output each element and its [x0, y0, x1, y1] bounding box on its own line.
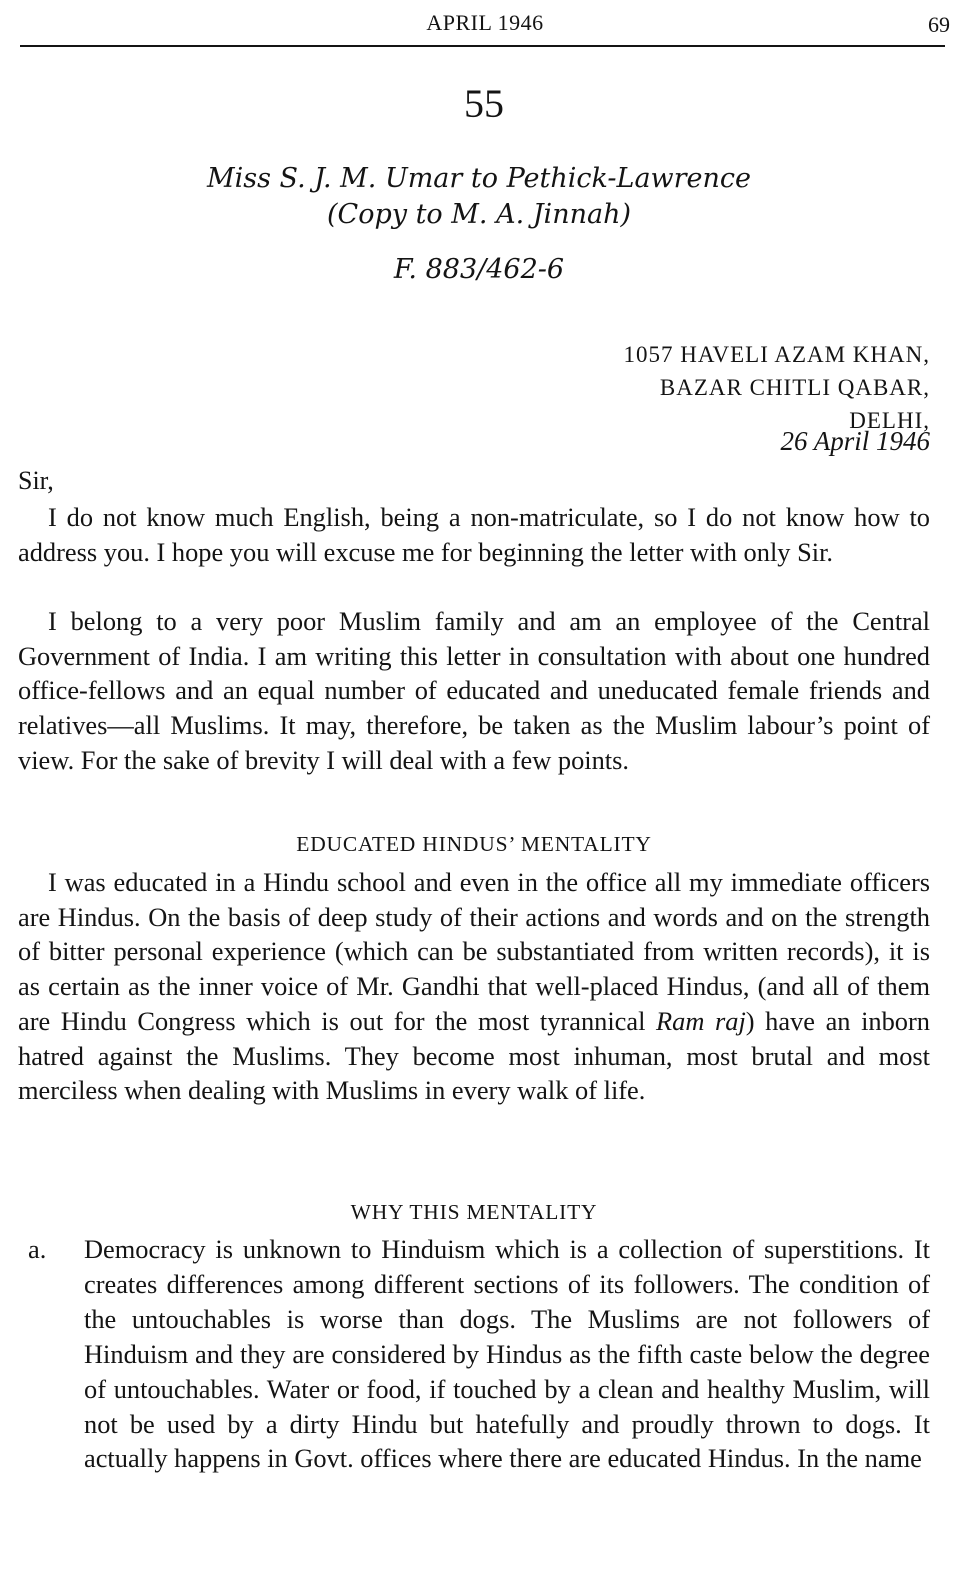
paragraph-3-italic: Ram raj	[656, 1005, 746, 1036]
paragraph-1: I do not know much English, being a non-matriculate, so I do not know how to address you. I hope you will excuse me for beginning the letter with only Sir.	[18, 502, 930, 567]
paragraph-2: I belong to a very poor Muslim family and am an employee of the Central Government of India. I am writing this letter in consultation with about one hundred office-fellows and an equal number of educated and uneducated female friends and relatives—all Muslims. It may, therefore, be taken as the Muslim labour’s point of view. For the sake of brevity I will deal with a few points.	[18, 606, 930, 775]
address-line1: 1057 HAVELI AZAM KHAN,	[623, 342, 930, 367]
document-reference: F. 883/462-6	[393, 254, 565, 285]
address-line2: BAZAR CHITLI QABAR,	[659, 375, 930, 400]
address-line3: DELHI,	[849, 408, 930, 433]
document-title-line2: (Copy to M. A. Jinnah)	[327, 199, 631, 230]
page-number: 69	[928, 12, 950, 37]
document-title-line1: Miss S. J. M. Umar to Pethick-Lawrence	[206, 163, 752, 194]
list-item-text: Democracy is unknown to Hinduism which is a collection of superstitions. It creates differences among different sections of its followers. The condition of the untouchables is worse than dogs. The Muslims are not followers of Hinduism and they are considered by Hindus as the fifth caste below the degree of untouchables. Water or food, if touched by a clean and healthy Muslim, will not be used by a dirty Hindu but hatefully and proudly thrown to dogs. It actually happens in Govt. offices where there are educated Hindus. In the name	[84, 1234, 930, 1474]
page-header	[20, 6, 950, 44]
paragraph-3-text: I was educated in a Hindu school and even in the office all my immediate officers are Hindus. On the basis of deep study of their actions and words and on the strength of bitter personal experience (which can be substantiated from written records), it is as certain as the inner voice of Mr. Gandhi that well-placed Hindus, (and all of them are Hindu Congress which is out for the most tyrannical	[18, 867, 930, 1036]
list-marker: a.	[28, 1234, 47, 1264]
running-title: APRIL 1946	[426, 10, 544, 35]
header-rule	[20, 45, 945, 47]
section-heading-why: WHY THIS MENTALITY	[350, 1200, 598, 1224]
letter-date: 26 April 1946	[780, 426, 930, 456]
salutation: Sir,	[18, 466, 54, 495]
document-number: 55	[464, 81, 504, 126]
paragraph-3	[18, 865, 930, 1108]
paragraph-3-text-end: ) have an inborn hatred against the Muslims. They become most inhuman, most brutal and most merciless when dealing with Muslims in every walk of life.	[18, 1005, 930, 1106]
section-heading-mentality: EDUCATED HINDUS’ MENTALITY	[296, 832, 652, 856]
